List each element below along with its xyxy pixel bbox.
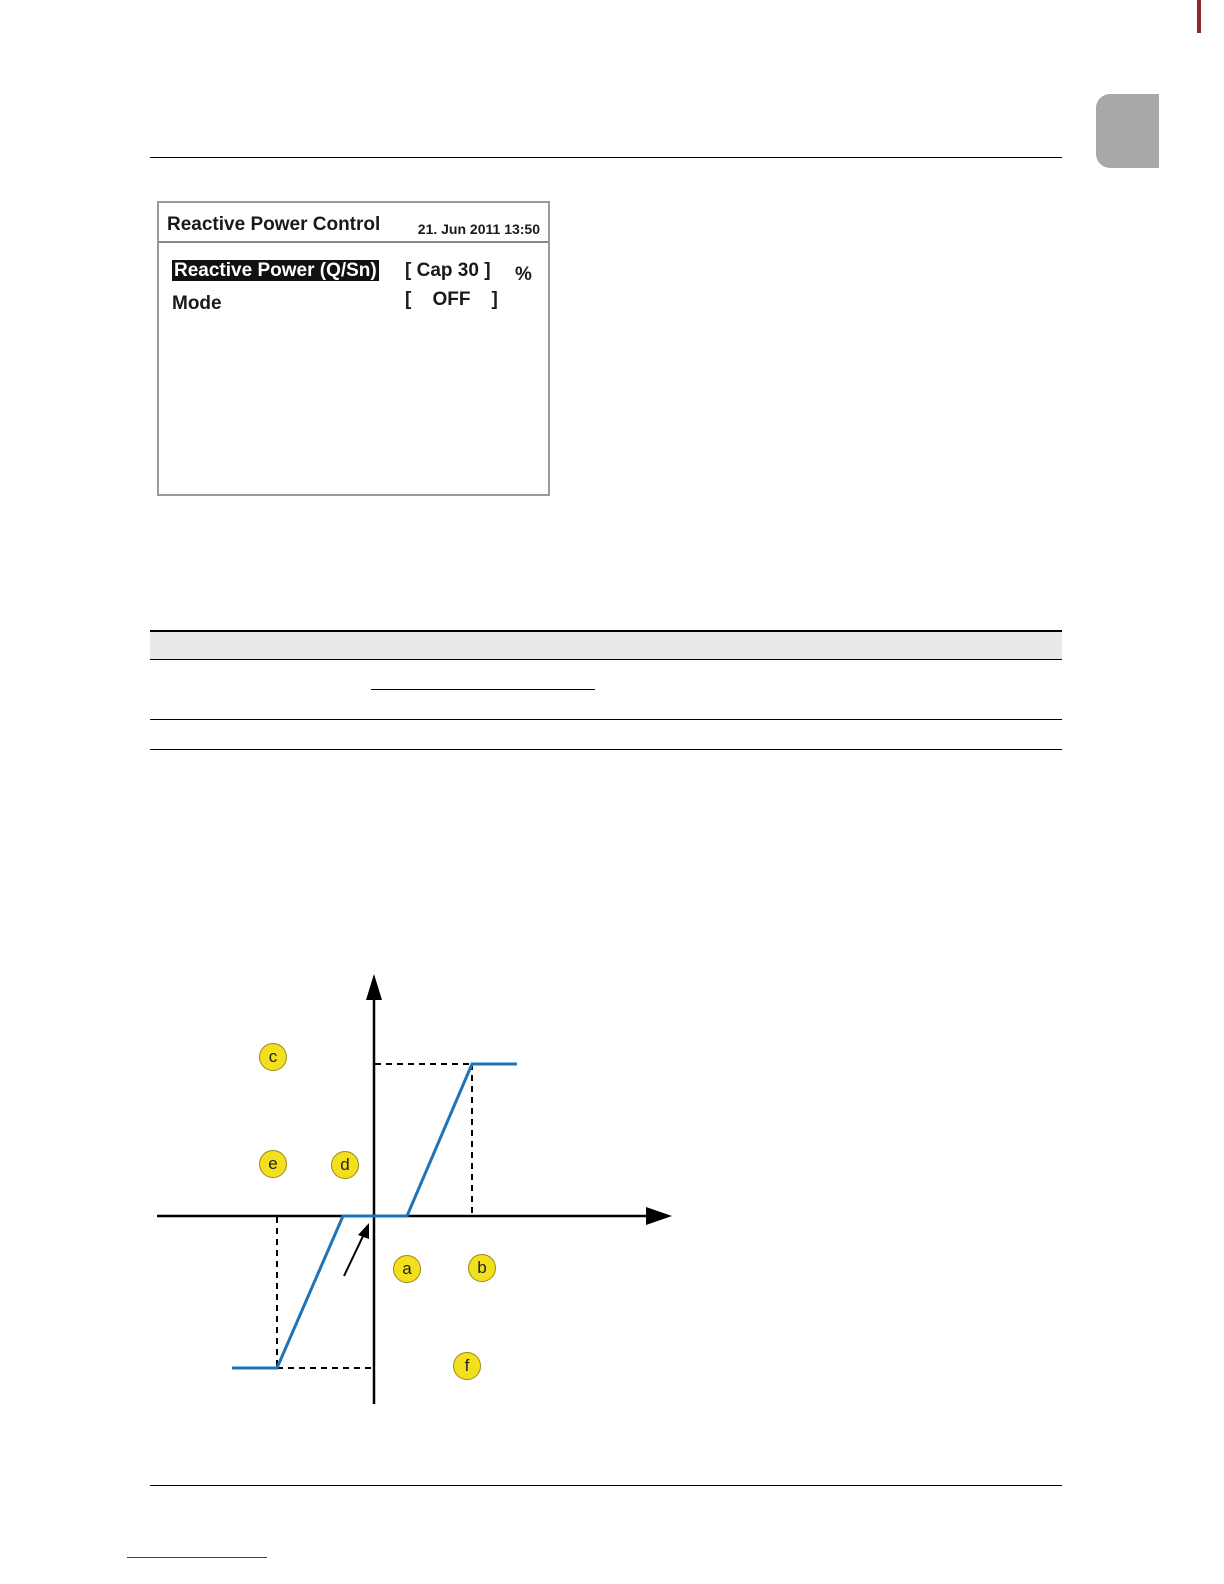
lcd-row-label: Mode bbox=[172, 293, 222, 314]
marker-b: b bbox=[468, 1254, 496, 1282]
lcd-mode-value[interactable]: [ OFF ] bbox=[405, 289, 498, 310]
marker-f: f bbox=[453, 1352, 481, 1380]
lcd-datetime: 21. Jun 2011 13:50 bbox=[417, 221, 540, 237]
lcd-reactive-power-value[interactable]: [ Cap 30 ] bbox=[405, 260, 491, 281]
footer-rule bbox=[150, 1485, 1062, 1486]
marker-e: e bbox=[259, 1150, 287, 1178]
lcd-title: Reactive Power Control bbox=[167, 214, 381, 235]
footer-link-underline bbox=[127, 1557, 267, 1558]
marker-a: a bbox=[393, 1255, 421, 1283]
lcd-row-label: Reactive Power (Q/Sn) bbox=[174, 260, 377, 281]
marker-c: c bbox=[259, 1043, 287, 1071]
lcd-reactive-power-unit: % bbox=[515, 264, 532, 285]
marker-d: d bbox=[331, 1151, 359, 1179]
pointer-arrow-line bbox=[344, 1234, 364, 1276]
x-axis-arrow-icon bbox=[646, 1207, 672, 1225]
y-axis-arrow-icon bbox=[366, 974, 382, 1000]
pointer-arrow-icon bbox=[358, 1223, 369, 1239]
